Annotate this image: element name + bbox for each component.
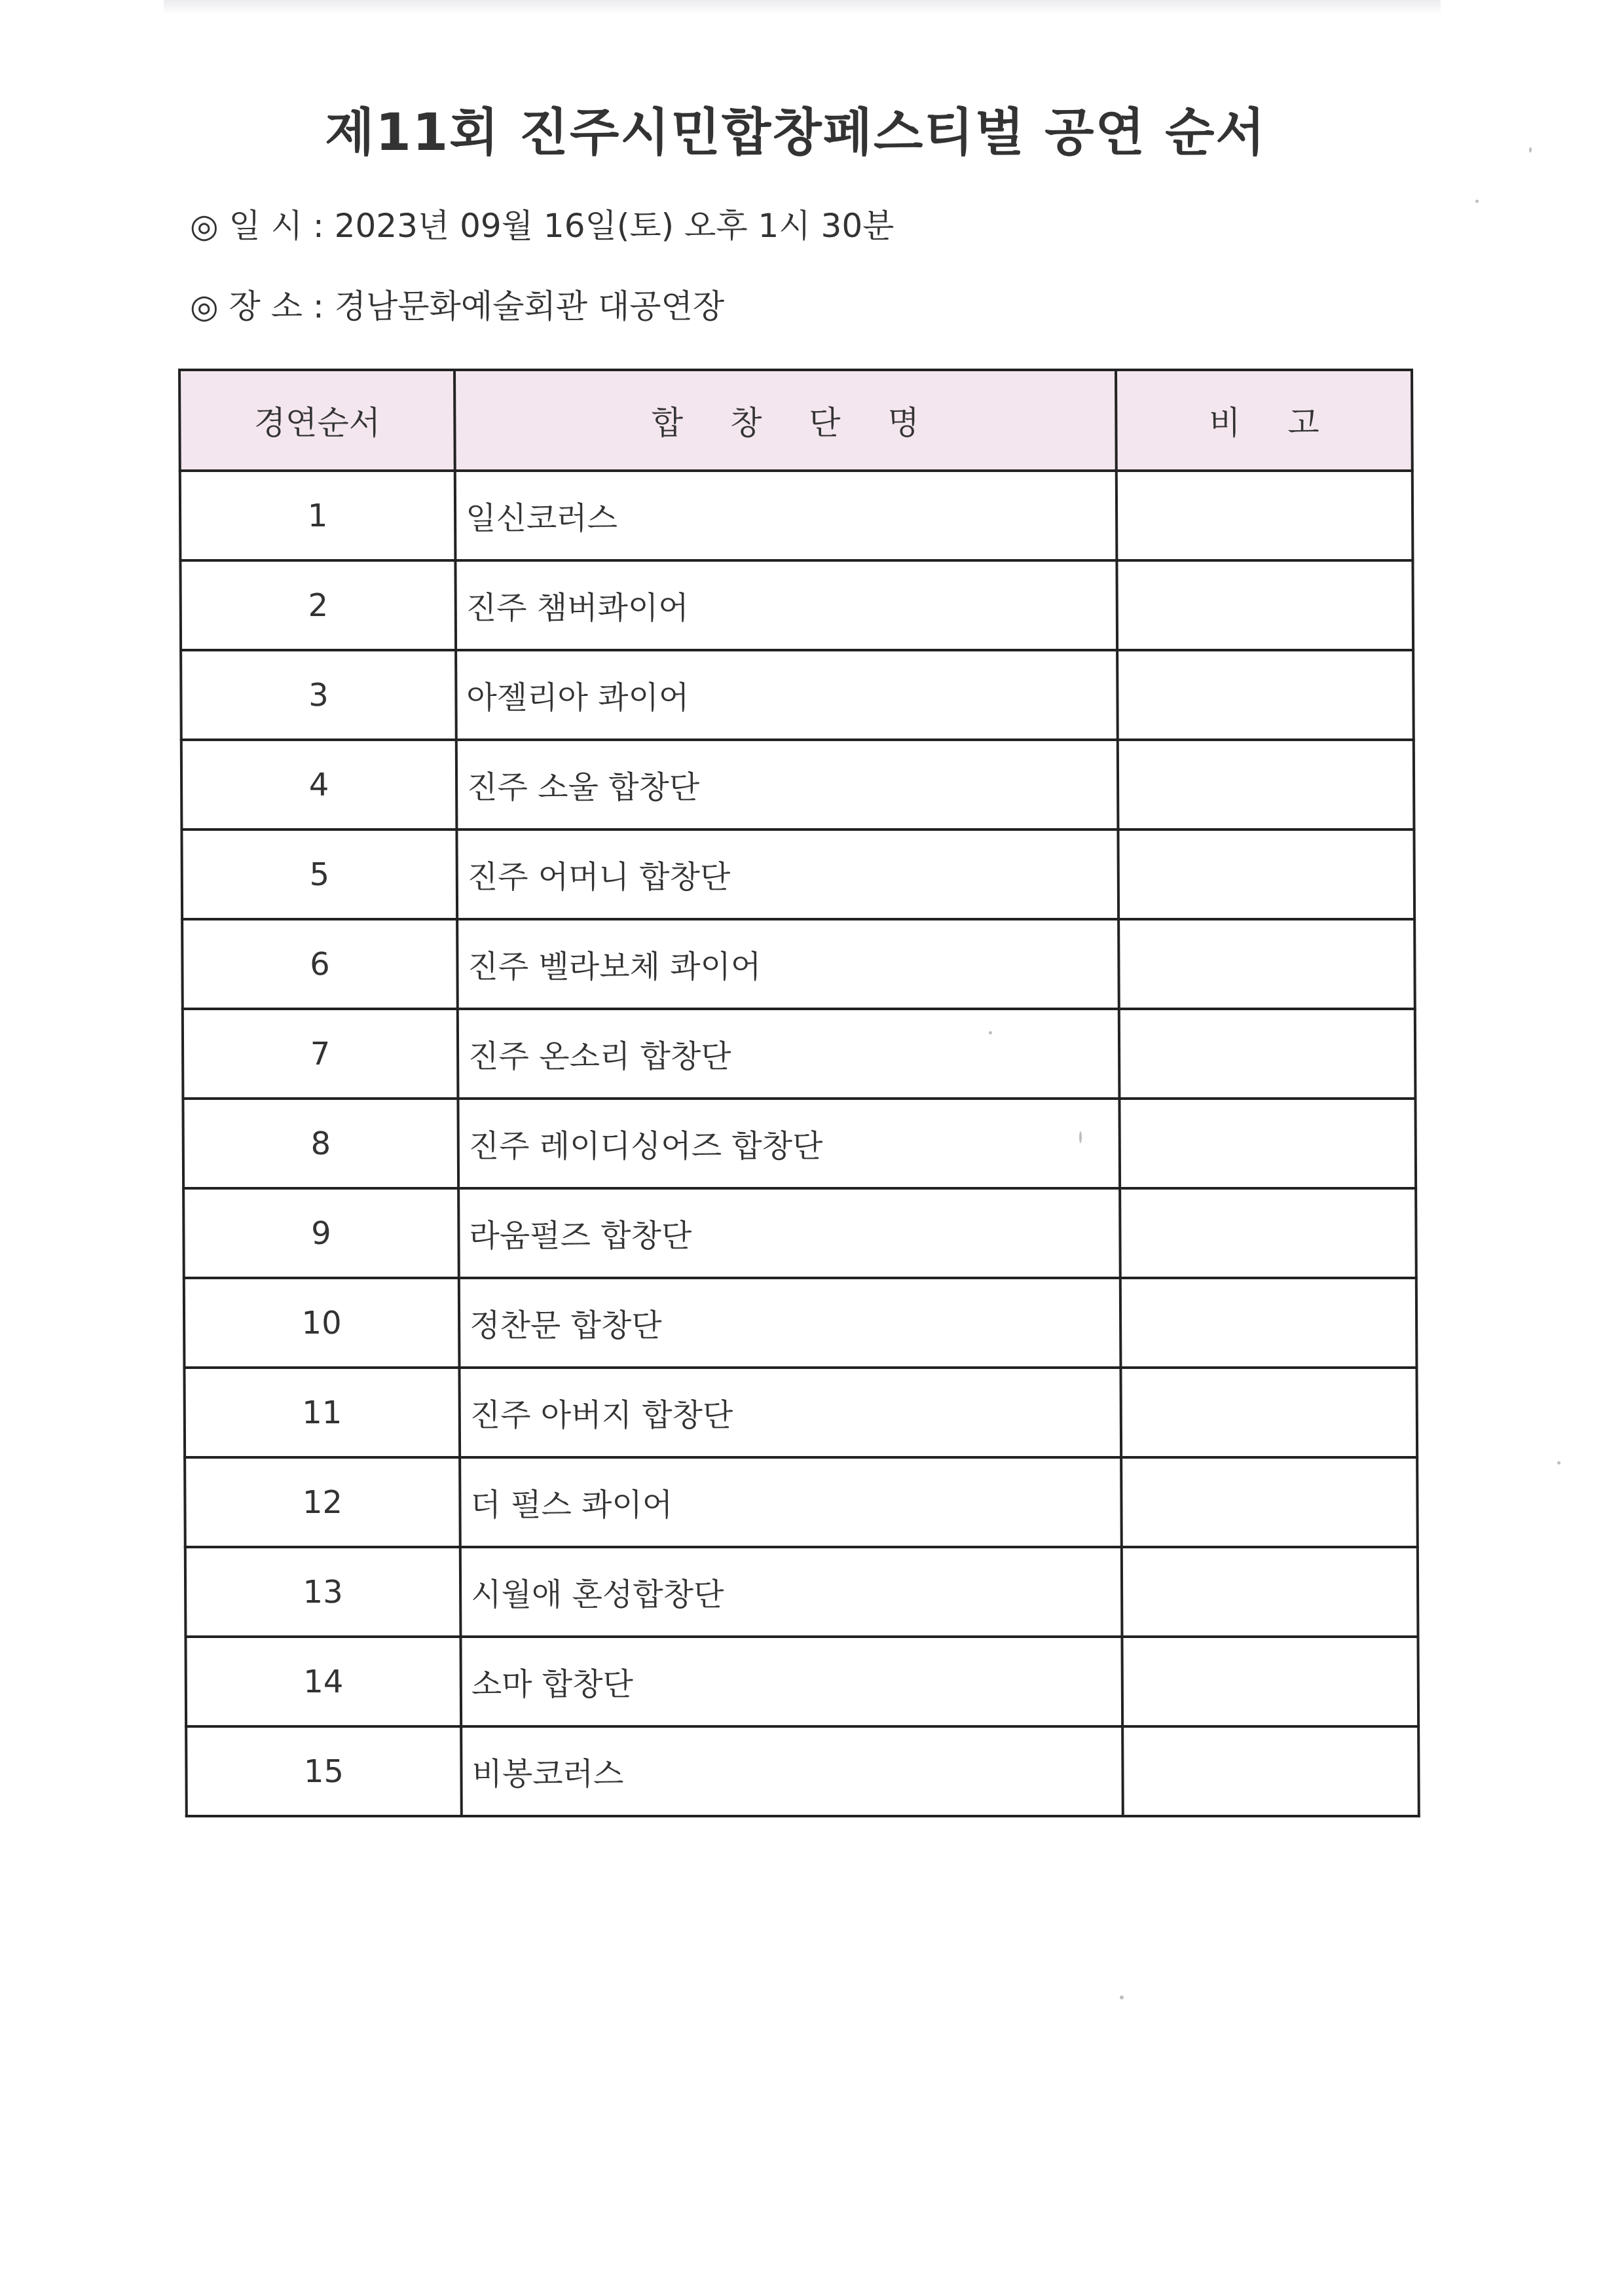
note-cell (1116, 471, 1413, 560)
note-cell (1120, 1188, 1416, 1278)
order-cell: 3 (181, 650, 456, 740)
order-cell: 15 (186, 1726, 462, 1816)
table-header-row (179, 370, 1412, 471)
choir-name-cell: 아젤리아 콰이어 (456, 650, 1118, 740)
table-row (183, 1099, 1416, 1188)
note-cell (1116, 560, 1413, 650)
scan-speck (1120, 1995, 1124, 1999)
note-cell (1118, 919, 1415, 1009)
header-order: 경연순서 (179, 370, 455, 471)
order-cell: 9 (183, 1188, 459, 1278)
note-cell (1117, 650, 1414, 740)
order-cell: 13 (185, 1547, 461, 1637)
choir-name-cell: 진주 아버지 합창단 (459, 1368, 1121, 1457)
table-row (180, 560, 1413, 650)
note-cell (1122, 1726, 1419, 1816)
order-cell: 7 (183, 1009, 458, 1099)
scan-speck (1557, 1461, 1560, 1465)
note-cell (1118, 740, 1414, 829)
scan-edge-shading (164, 0, 1441, 14)
table-row (181, 650, 1414, 740)
choir-name-cell: 비봉코러스 (461, 1726, 1123, 1816)
note-cell (1119, 1099, 1416, 1188)
order-cell: 1 (180, 471, 456, 560)
table-body (180, 471, 1419, 1816)
note-cell (1120, 1278, 1417, 1368)
order-cell: 14 (185, 1637, 461, 1726)
table-row (185, 1457, 1418, 1547)
note-cell (1121, 1457, 1418, 1547)
table-row (183, 1009, 1416, 1099)
table-row (185, 1547, 1418, 1637)
choir-name-cell: 진주 벨라보체 콰이어 (457, 919, 1119, 1009)
note-cell (1122, 1547, 1418, 1637)
table-row (182, 919, 1415, 1009)
table-row (184, 1278, 1417, 1368)
table-row (180, 471, 1413, 560)
order-cell: 8 (183, 1099, 458, 1188)
header-choir-name: 합 창 단 명 (454, 370, 1116, 471)
table-row (181, 829, 1414, 919)
note-cell (1122, 1637, 1418, 1726)
table-row (184, 1368, 1417, 1457)
order-cell: 2 (180, 560, 456, 650)
order-cell: 5 (181, 829, 457, 919)
table-row (183, 1188, 1416, 1278)
choir-name-cell: 정찬문 합창단 (459, 1278, 1121, 1368)
order-cell: 10 (184, 1278, 460, 1368)
choir-name-cell: 시월애 혼성합창단 (460, 1547, 1122, 1637)
table-row (186, 1726, 1419, 1816)
order-cell: 4 (181, 740, 457, 829)
table-row (185, 1637, 1418, 1726)
order-cell: 6 (182, 919, 458, 1009)
performance-order-table-wrapper (178, 369, 1418, 1817)
table-header (179, 370, 1412, 471)
performance-order-table (178, 369, 1420, 1817)
scan-speck (1475, 200, 1479, 203)
choir-name-cell: 진주 소울 합창단 (456, 740, 1118, 829)
scan-speck (989, 1031, 992, 1034)
choir-name-cell: 소마 합창단 (460, 1637, 1122, 1726)
scan-speck (1529, 147, 1532, 153)
event-place-line: ◎ 장 소 : 경남문화예술회관 대공연장 (190, 287, 725, 325)
choir-name-cell: 더 펄스 콰이어 (460, 1457, 1122, 1547)
event-date-line: ◎ 일 시 : 2023년 09월 16일(토) 오후 1시 30분 (190, 207, 895, 245)
choir-name-cell: 진주 온소리 합창단 (458, 1009, 1120, 1099)
note-cell (1120, 1368, 1417, 1457)
choir-name-cell: 라움펄즈 합창단 (458, 1188, 1120, 1278)
note-cell (1118, 829, 1414, 919)
choir-name-cell: 진주 레이디싱어즈 합창단 (458, 1099, 1120, 1188)
header-note: 비 고 (1116, 370, 1412, 471)
choir-name-cell: 일신코러스 (455, 471, 1117, 560)
table-row (181, 740, 1414, 829)
choir-name-cell: 진주 어머니 합창단 (456, 829, 1118, 919)
scan-speck (1079, 1131, 1082, 1143)
order-cell: 12 (185, 1457, 460, 1547)
choir-name-cell: 진주 챔버콰이어 (455, 560, 1117, 650)
order-cell: 11 (184, 1368, 460, 1457)
note-cell (1119, 1009, 1416, 1099)
document-title: 제11회 진주시민합창페스티벌 공연 순서 (325, 103, 1266, 162)
